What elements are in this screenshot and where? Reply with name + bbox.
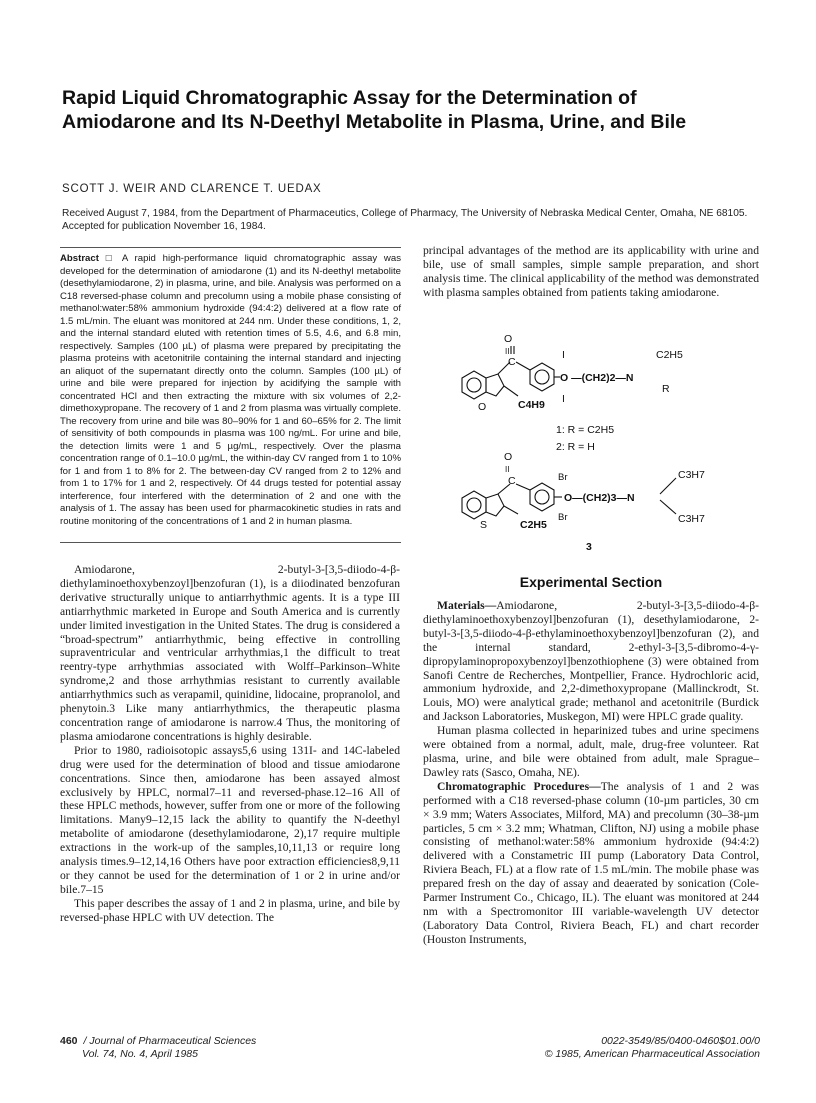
received-line: Received August 7, 1984, from the Department of Pharmaceutics, College of Pharmacy, The University of Nebraska Medical Center, Omaha, NE 68105. Accepted for publication November 16, 1984.	[62, 208, 748, 232]
s1-iodine-bottom: I	[562, 393, 565, 405]
materials-paragraph	[423, 599, 759, 724]
right-column-top	[423, 244, 759, 300]
materials-heading: Materials—	[437, 599, 497, 612]
s3-carbonyl-o: O	[504, 451, 513, 463]
article-code: 0022-3549/85/0400-0460$01.00/0	[601, 1035, 760, 1047]
s3-double-bond: II	[505, 465, 510, 474]
s1-iodine-top: I	[562, 349, 565, 361]
bond-to-phenyl	[516, 362, 530, 370]
s1-carbonyl-o: O	[504, 333, 513, 345]
s3-propyl-a: C3H7	[678, 469, 705, 481]
compound-2-label: 2: R = H	[556, 441, 595, 453]
footer-right	[470, 1035, 760, 1061]
benzene-ring-1	[462, 371, 486, 399]
s1-butyl: C4H9	[518, 399, 545, 411]
bond-butyl	[504, 386, 518, 396]
abstract-text: A rapid high-performance liquid chromatographic assay was developed for the determination of amiodarone (1) and its N-deethyl metabolite (desethylamiodarone, 2) in plasma, urine, and bile. Analysis was performed on a C18 reversed-phase column and precolumn using a mobile phase consisting of methanol:water:58% ammonium hydroxide (94:4:2) delivered at a flow rate of 1.5 mL/min. The eluant was monitored at 244 nm. Under these conditions, 1, 2, and the internal standard eluted with retention times of 5.5, 4.6, and 6.8 min, respectively. Samples (100 µL) of plasma were prepared by precipitating the plasma proteins with acetonitrile containing the internal standard and injecting an aliquot of the supernatant directly onto the column. Samples (100 µL) of urine and bile were prepared for injection by acidifying the sample with concentrated HCl and then extracting the mixture with six volumes of 2,2-dimethoxypropane. The recovery of 1 and 2 from plasma was virtually complete. The recovery from urine and bile was 80–90% for 1 and 60–65% for 2. The limit of sensitivity of both compounds in plasma was 100 ng/mL. For urine and bile, the detection limits were 1 and 5 µg/mL, respectively. Over the plasma concentration range of 0.1–10.0 µg/mL, the within-day CV ranged from 1 to 10% for 1 and from 1 to 8% for 2. The between-day CV ranged from 2 to 12% and from 1 to 17% for 1 and 2, respectively. Of 44 drugs tested for potential assay interference, four interfered with the determination of 2 and one with the analysis of 1. The assay has been used for pharmacokinetic studies in rats and routine monitoring of the concentrations of 1 and 2 in human plasma.	[60, 253, 401, 527]
s3-ring-sulfur: S	[480, 519, 488, 531]
aromatic-circle-2	[535, 370, 549, 384]
abstract-box	[60, 247, 401, 543]
phenyl-ring-1	[530, 363, 554, 391]
s3-carbon: C	[508, 475, 516, 487]
authors: SCOTT J. WEIR AND CLARENCE T. UEDAX	[62, 183, 322, 195]
abstract-label: Abstract □	[60, 253, 116, 264]
journal-name: / Journal of Pharmaceutical Sciences	[83, 1035, 257, 1047]
compound-1-label: 1: R = C2H5	[556, 424, 615, 436]
aromatic-circle-4	[535, 490, 549, 504]
intro-paragraph-2: Prior to 1980, radioisotopic assays5,6 using 131I- and 14C-labeled drug were used for the determination of blood and tissue amiodarone concentrations. Since then, amiodarone has been assayed almost exclusively by HPLC, normal7–11 and reversed-phase.12–16 All of these HPLC methods, however, suffer from one or more of the following limitations. Many9–12,15 lack the ability to quantify the N-deethyl metabolite of amiodarone (desethylamiodarone, 2),17 require multiple extractions in the work-up of the samples,10,11,13 or require long analysis times.9–12,14,16 Others have poor extraction efficiencies8,9,11 or they cannot be used for the determination of 1 or 2 in urine and/or bile.7–15	[60, 743, 400, 896]
s3-bromine-bottom: Br	[558, 512, 568, 523]
bond-ethyl	[504, 506, 518, 514]
chromatographic-paragraph	[423, 780, 759, 947]
s1-ring-oxygen: O	[478, 401, 487, 413]
bond-propyl-b	[660, 500, 676, 514]
compound-labels	[556, 422, 614, 456]
right-column-experimental	[423, 599, 759, 947]
s3-bromine-top: Br	[558, 472, 568, 483]
chromatographic-text: The analysis of 1 and 2 was performed with a C18 reversed-phase column (10-µm particles, 30 cm × 3.9 mm; Waters Associates, Milford, MA) and precolumn (30–38-µm particles, 5 cm × 3.2 mm; Whatman, Clifton, NJ) using a mobile phase consisting of methanol:water:58% ammonium hydroxide (94:4:2) delivered with a Constametric III pump (Laboratory Data Control, Riviera Beach, FL) at a flow rate of 1.5 mL/min. The mobile phase was prepared fresh on the day of assay and deaerated by sonication (Cole-Parmer Instrument Co., Chicago, IL). The eluant was monitored at 244 nm with a Spectromonitor III variable-wavelength UV detector (Laboratory Data Control, Riviera Beach, FL) and chart recorder (Houston Instruments,	[423, 779, 759, 946]
s1-ether-chain: O —(CH2)2—N	[560, 372, 634, 384]
aromatic-circle-3	[467, 498, 481, 512]
footer-left	[60, 1035, 256, 1061]
journal-volume: Vol. 74, No. 4, April 1985	[82, 1048, 198, 1060]
s1-ethyl: C2H5	[656, 349, 683, 361]
materials-text: Amiodarone, 2-butyl-3-[3,5-diiodo-4-β-diethylaminoethoxybenzoyl]benzofuran (1), desethylamiodarone, 2-butyl-3-[3,5-diiodo-4-β-ethylaminoethoxybenzoyl]benzofuran (2), and the internal standard, 2-ethyl-3-[3,5-dibromo-4-γ-dipropylaminopropoxybenzoyl]benzothiophene (3) were obtained from Sanofi Centre de Recherches, Montpellier, France. Hydrochloric acid, ammonium hydroxide, and 2,2-dimethoxypropane (Mallinckrodt, St. Louis, MO) were analytical grade; methanol and acetonitrile (Burdick and Jackson Laboratories, Muskegon, MI) were HPLC grade quality.	[423, 599, 759, 724]
copyright: © 1985, American Pharmaceutical Association	[544, 1048, 760, 1060]
s3-propyl-b: C3H7	[678, 513, 705, 525]
human-paragraph: Human plasma collected in heparinized tubes and urine specimens were obtained from a normal, adult, male, drug-free volunteer. Rat plasma, urine, and bile were obtained from adult, male Sprague–Dawley rats (Sasco, Omaha, NE).	[423, 724, 759, 779]
s1-double-bond: II	[505, 347, 510, 356]
intro-continued: principal advantages of the method are its applicability with urine and bile, use of small samples, simple sample preparation, and short analysis time. The clinical applicability of the method was demonstrated with plasma samples obtained from patients taking amiodarone.	[423, 244, 759, 299]
chromatographic-heading: Chromatographic Procedures—	[437, 779, 601, 793]
thiophene-ring	[486, 494, 504, 516]
article-title: Rapid Liquid Chromatographic Assay for the Determination of Amiodarone and Its N-Deethyl Metabolite in Plasma, Urine, and Bile	[62, 87, 687, 133]
s1-carbon: C	[508, 356, 516, 368]
intro-paragraph-1: Amiodarone, 2-butyl-3-[3,5-diiodo-4-β-diethylaminoethoxybenzoyl]benzofuran (1), is a diiodinated benzofuran derivative structurally unique to antiarrhythmic agents. It is a type III antiarrhythmic marketed in Europe and South America and is currently under limited investigation in the United States. The drug is considered a “broad-spectrum” antiarrhythmic, being effective in controlling supraventricular and ventricular arrhythmias,1 the difficult to treat reentry-type arrhythmias associated with Wolff–Parkinson–White syndrome,2 and those arrhythmias resistant to currently available antiarrhythmics such as verapamil, quinidine, lidocaine, propranolol, and phenytoin.3 Like many antiarrhythmics, the therapeutic plasma concentration range of amiodarone is narrow.4 Thus, the monitoring of plasma amiodarone concentrations is highly desirable.	[60, 563, 400, 743]
bond-to-phenyl-3	[516, 484, 530, 490]
left-column-intro	[60, 563, 400, 925]
s3-ethyl: C2H5	[520, 519, 547, 531]
page-number: 460	[60, 1035, 78, 1047]
phenyl-ring-3	[530, 483, 554, 511]
furan-ring	[486, 374, 504, 396]
intro-paragraph-3: This paper describes the assay of 1 and 2 in plasma, urine, and bile by reversed-phase HPLC with UV detection. The	[60, 896, 400, 924]
bond-propyl-a	[660, 478, 676, 494]
aromatic-circle-1	[467, 378, 481, 392]
compound-3-label: 3	[586, 541, 592, 553]
s1-r-group: R	[662, 383, 670, 395]
section-heading: Experimental Section	[519, 574, 663, 590]
benzene-ring-3	[462, 491, 486, 519]
s3-ether-chain: O—(CH2)3—N	[564, 492, 635, 504]
